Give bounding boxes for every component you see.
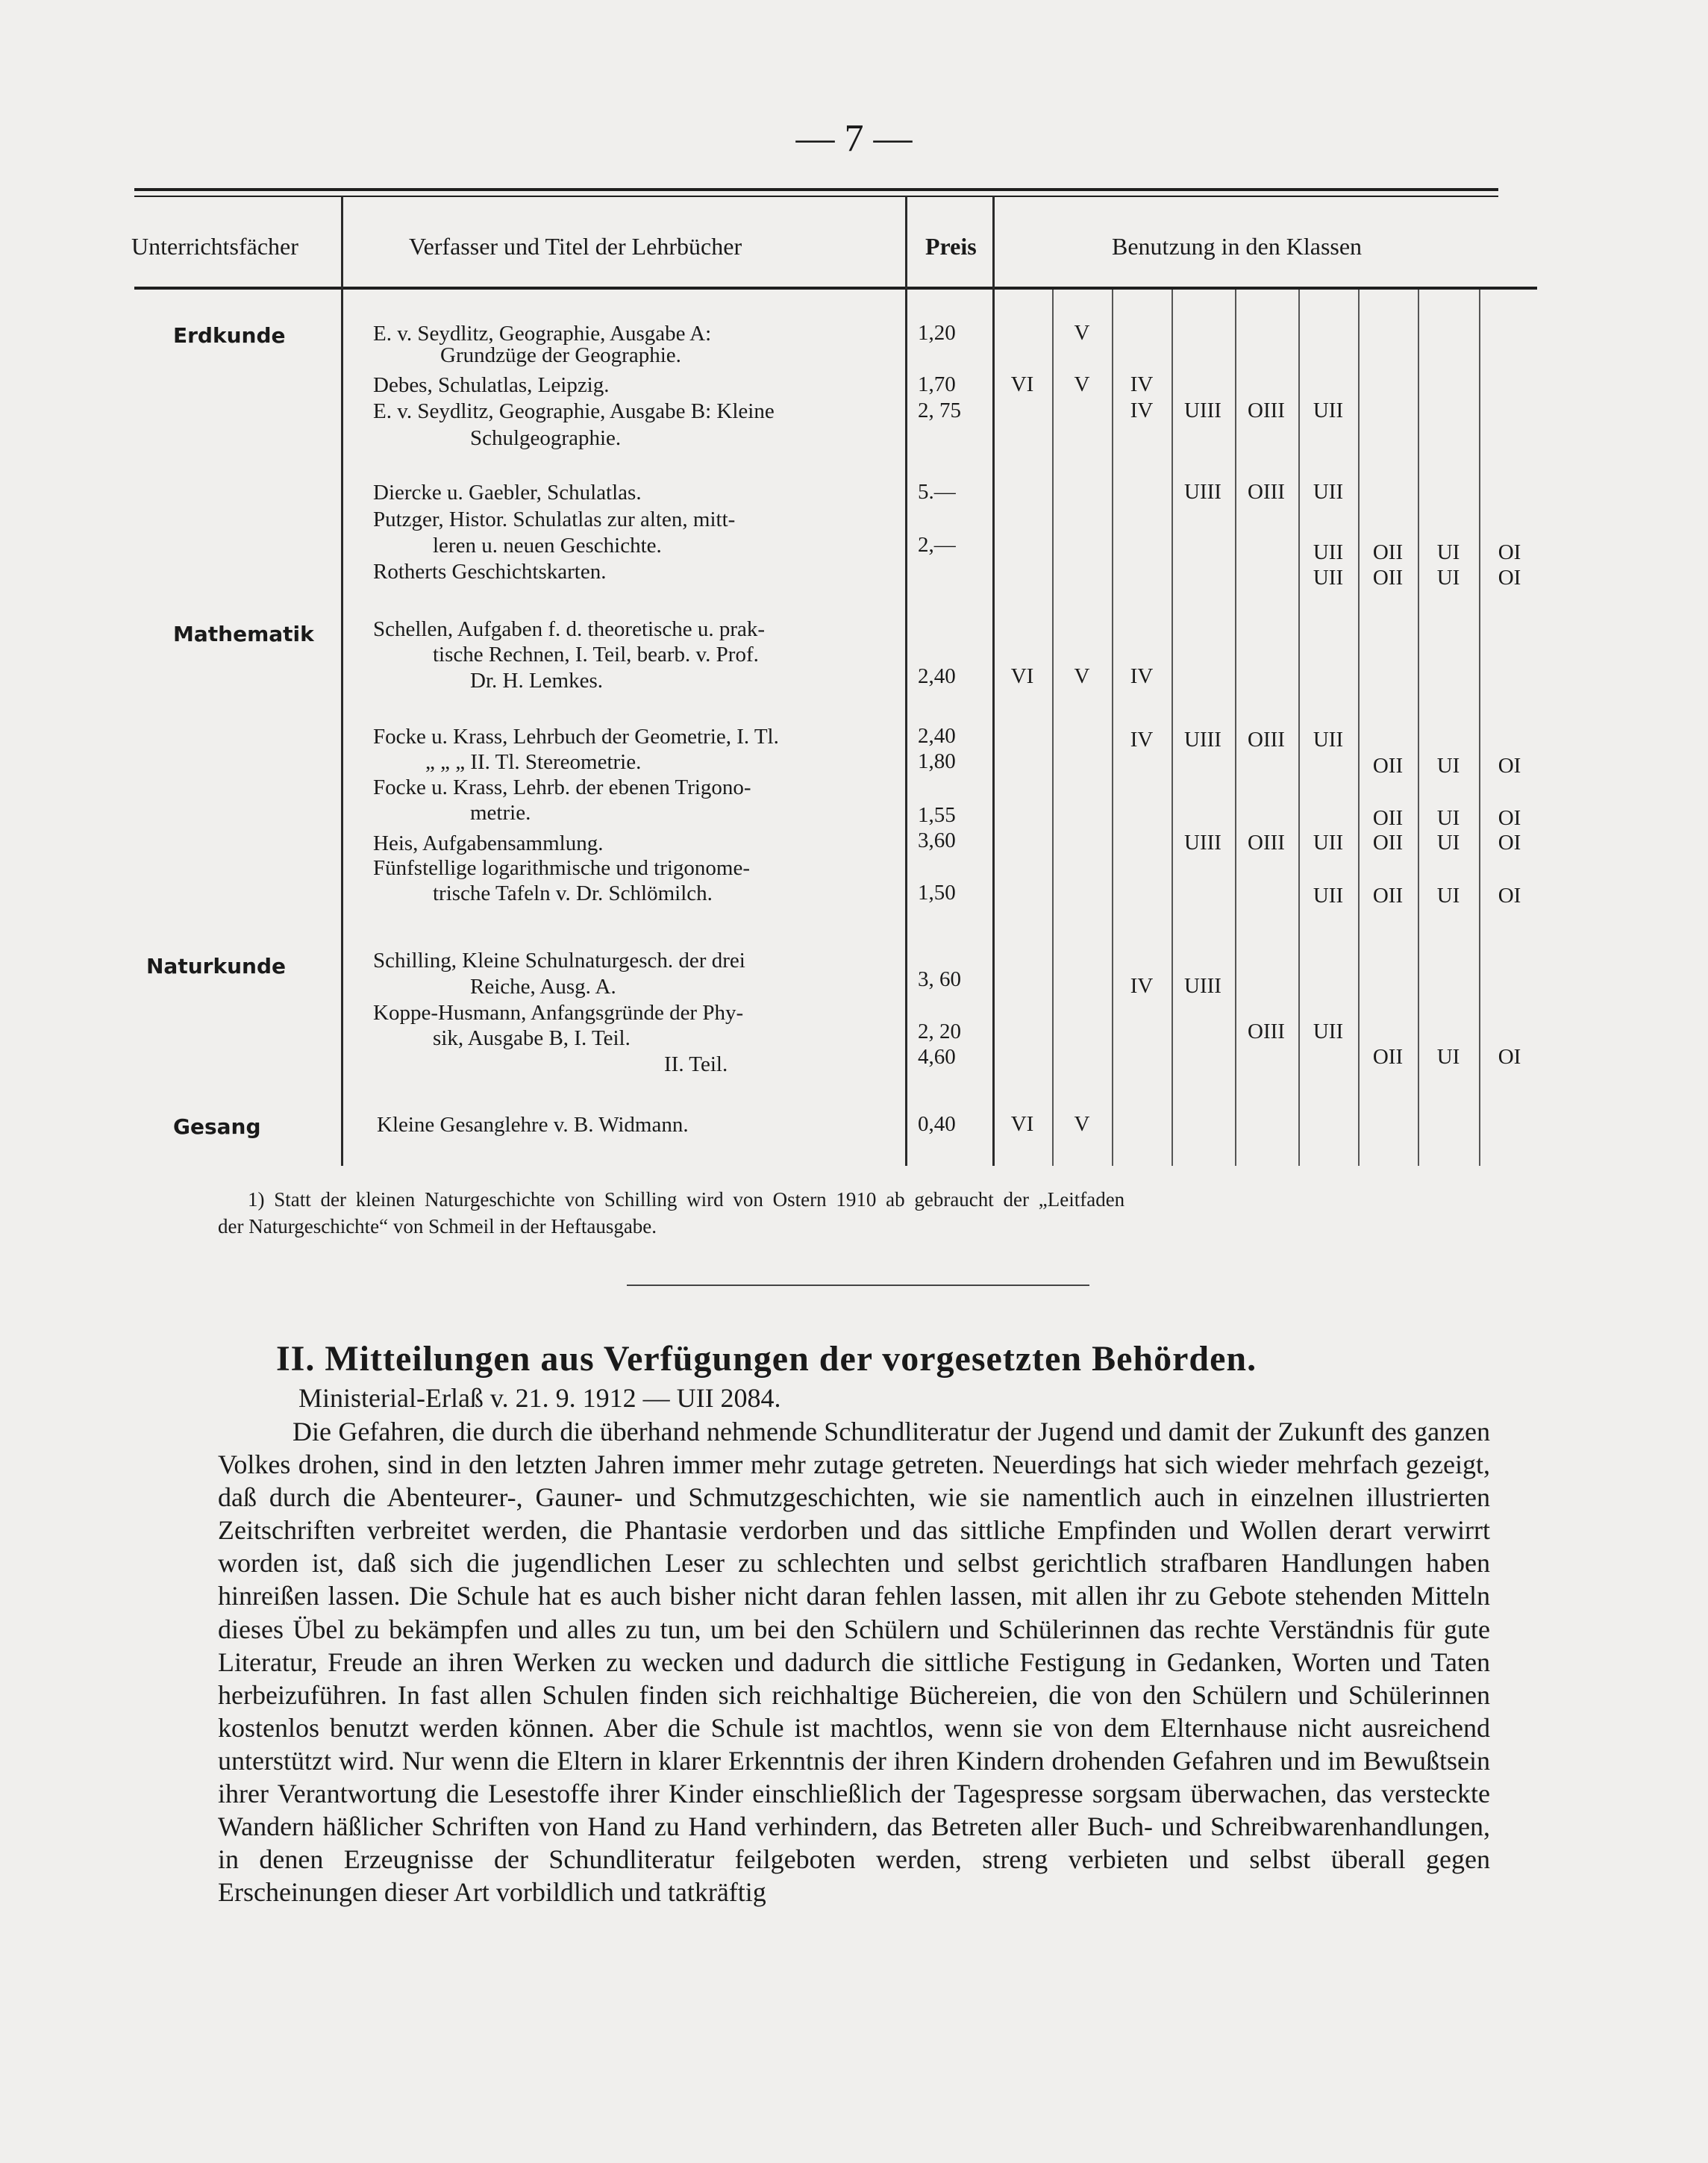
class-mark: UII (1313, 399, 1344, 422)
decree-reference: Ministerial-Erlaß v. 21. 9. 1912 — UII 2084. (298, 1383, 781, 1413)
price: 2, 20 (918, 1020, 961, 1043)
class-mark: OIII (1248, 1020, 1285, 1043)
class-mark: OIII (1248, 399, 1285, 422)
book-line: Fünfstellige logarithmische und trigonome- (373, 856, 750, 880)
class-mark: UI (1436, 754, 1460, 778)
class-col-line (1418, 290, 1419, 1166)
section-title: II. Mitteilungen aus Verfügungen der vorgesetzten Behörden. (276, 1339, 1257, 1379)
class-col-line (1358, 290, 1360, 1166)
table-divider-subject (341, 196, 343, 1166)
class-mark: VI (1010, 664, 1034, 688)
price: 0,40 (918, 1112, 956, 1136)
class-mark: UIII (1184, 974, 1221, 998)
class-mark: UI (1436, 806, 1460, 830)
class-mark: OI (1498, 1045, 1521, 1069)
subject-gesang: Gesang (173, 1114, 261, 1139)
book-line: Focke u. Krass, Lehrbuch der Geometrie, I. Tl. (373, 725, 779, 749)
class-col-line (1479, 290, 1480, 1166)
price: 2,— (918, 533, 956, 557)
price: 2,40 (918, 664, 956, 688)
price: 4,60 (918, 1045, 956, 1069)
class-mark: UII (1313, 884, 1344, 908)
price: 3,60 (918, 828, 956, 852)
book-line: Schilling, Kleine Schulnaturgesch. der drei (373, 949, 745, 973)
book-line: E. v. Seydlitz, Geographie, Ausgabe A: (373, 322, 712, 346)
book-line: Schellen, Aufgaben f. d. theoretische u. prak- (373, 617, 766, 641)
class-mark: OI (1498, 884, 1521, 908)
book-line: Kleine Gesanglehre v. B. Widmann. (377, 1113, 689, 1137)
class-mark: UIII (1184, 480, 1221, 504)
class-mark: IV (1130, 974, 1154, 998)
class-mark: OII (1372, 884, 1404, 908)
class-mark: UIII (1184, 399, 1221, 422)
price: 1,80 (918, 749, 956, 773)
book-line: „ „ „ II. Tl. Stereometrie. (425, 750, 642, 774)
class-mark: V (1074, 321, 1090, 345)
class-mark: VI (1010, 372, 1034, 396)
class-mark: OIII (1248, 831, 1285, 855)
class-col-line (1052, 290, 1054, 1166)
section-separator (627, 1285, 1089, 1286)
table-top-rule-thin (134, 196, 1498, 197)
class-mark: UI (1436, 831, 1460, 855)
book-line: leren u. neuen Geschichte. (433, 534, 662, 558)
book-line: Debes, Schulatlas, Leipzig. (373, 373, 610, 397)
subject-naturkunde: Naturkunde (146, 954, 286, 978)
book-line: Putzger, Histor. Schulatlas zur alten, mitt- (373, 508, 736, 531)
class-mark: V (1074, 664, 1090, 688)
book-line: Dr. H. Lemkes. (470, 669, 603, 693)
price: 1,20 (918, 321, 956, 345)
class-mark: OI (1498, 806, 1521, 830)
class-mark: OII (1372, 566, 1404, 590)
book-line: trische Tafeln v. Dr. Schlömilch. (433, 881, 713, 905)
book-line: Heis, Aufgabensammlung. (373, 831, 604, 855)
class-mark: OI (1498, 540, 1521, 564)
book-line: Diercke u. Gaebler, Schulatlas. (373, 481, 642, 505)
class-mark: IV (1130, 399, 1154, 422)
header-subjects: Unterrichtsfächer (131, 233, 298, 260)
price: 3, 60 (918, 967, 961, 991)
price: 1,55 (918, 803, 956, 827)
class-mark: UIII (1184, 831, 1221, 855)
header-price: Preis (925, 233, 977, 260)
class-mark: OI (1498, 754, 1521, 778)
class-mark: OII (1372, 806, 1404, 830)
header-usage: Benutzung in den Klassen (1112, 233, 1363, 260)
table-header-rule (134, 287, 1537, 290)
book-line: sik, Ausgabe B, I. Teil. (433, 1026, 631, 1050)
class-mark: UI (1436, 540, 1460, 564)
class-mark: IV (1130, 372, 1154, 396)
footnote-line: 1) Statt der kleinen Naturgeschichte von Schilling wird von Ostern 1910 ab gebraucht der „Leitfaden (248, 1188, 1125, 1211)
price: 1,70 (918, 372, 956, 396)
class-mark: UII (1313, 728, 1344, 752)
class-mark: OI (1498, 831, 1521, 855)
body-paragraph: Die Gefahren, die durch die überhand nehmende Schundliteratur der Jugend und damit der Zukunft des ganzen Volkes drohen, sind in den letzten Jahren immer mehr zutage getreten. Neuerdings hat sich wieder mehrfach gezeigt, daß durch die Abenteurer-, Gauner- und Schmutzgeschichten, wie sie namentlich auch in einzelnen illustrierten Zeitschriften verbreitet werden, die Phantasie verdorben und das sittliche Empfinden und Wollen derart verwirrt worden ist, daß sich die jugendlichen Leser zu schlechten und selbst gerichtlich strafbaren Handlungen haben hinreißen lassen. Die Schule hat es auch bisher nicht daran fehlen lassen, mit allen ihr zu Gebote stehenden Mitteln dieses Übel zu bekämpfen und alles zu tun, um bei den Schülern und Schülerinnen das rechte Verständnis für gute Literatur, Freude an ihren Werken zu wecken und dadurch die sittliche Festigung in Gedanken, Worten und Taten herbeizuführen. In fast allen Schulen finden sich reichhaltige Büchereien, die von den Schülern und Schülerinnen kostenlos benutzt werden können. Aber die Schule ist machtlos, wenn sie von dem Elternhause nicht ausreichend unterstützt wird. Nur wenn die Eltern in klarer Erkenntnis der ihren Kindern drohenden Gefahren und im Bewußtsein ihrer Verantwortung die Lesestoffe ihrer Kinder einschließlich der Tagespresse sorgsam überwachen, das versteckte Wandern häßlicher Schriften von Hand zu Hand verhindern, das Betreten aller Buch- und Schreibwarenhandlungen, in denen Erzeugnisse der Schundliteratur feilgeboten werden, streng verbieten und selbst überall gegen Erscheinungen dieser Art vorbildlich und tatkräftig (218, 1417, 1490, 1908)
subject-erdkunde: Erdkunde (173, 323, 286, 348)
class-mark: OII (1372, 754, 1404, 778)
price: 2,40 (918, 724, 956, 748)
class-mark: OII (1372, 540, 1404, 564)
class-mark: OIII (1248, 480, 1285, 504)
book-line: Grundzüge der Geographie. (440, 343, 681, 367)
class-mark: UI (1436, 884, 1460, 908)
class-mark: OII (1372, 1045, 1404, 1069)
book-line: metrie. (470, 801, 531, 825)
class-mark: UII (1313, 540, 1344, 564)
class-mark: UII (1313, 480, 1344, 504)
subject-mathematik: Mathematik (173, 622, 314, 646)
class-mark: V (1074, 372, 1090, 396)
footnote-line: der Naturgeschichte“ von Schmeil in der Heftausgabe. (218, 1215, 657, 1237)
book-line: tische Rechnen, I. Teil, bearb. v. Prof. (433, 643, 759, 667)
class-mark: UI (1436, 566, 1460, 590)
class-mark: UIII (1184, 728, 1221, 752)
class-mark: UII (1313, 1020, 1344, 1043)
class-mark: UI (1436, 1045, 1460, 1069)
class-mark: UII (1313, 566, 1344, 590)
header-author-title: Verfasser und Titel der Lehrbücher (409, 233, 742, 260)
class-mark: OIII (1248, 728, 1285, 752)
class-mark: V (1074, 1112, 1090, 1136)
book-line: Reiche, Ausg. A. (470, 975, 616, 999)
class-mark: VI (1010, 1112, 1034, 1136)
price: 1,50 (918, 881, 956, 905)
class-mark: IV (1130, 728, 1154, 752)
book-line: Koppe-Husmann, Anfangsgründe der Phy- (373, 1001, 744, 1025)
book-line: Focke u. Krass, Lehrb. der ebenen Trigono- (373, 775, 751, 799)
book-line: E. v. Seydlitz, Geographie, Ausgabe B: Kleine (373, 399, 775, 423)
class-mark: UII (1313, 831, 1344, 855)
class-mark: OII (1372, 831, 1404, 855)
table-top-rule (134, 188, 1498, 191)
page-number: — 7 — (795, 117, 913, 160)
class-mark: OI (1498, 566, 1521, 590)
price: 5.— (918, 480, 956, 504)
book-line: Schulgeographie. (470, 426, 622, 450)
class-mark: IV (1130, 664, 1154, 688)
book-line: Rotherts Geschichtskarten. (373, 560, 607, 584)
book-line: II. Teil. (664, 1052, 728, 1076)
price: 2, 75 (918, 399, 961, 422)
